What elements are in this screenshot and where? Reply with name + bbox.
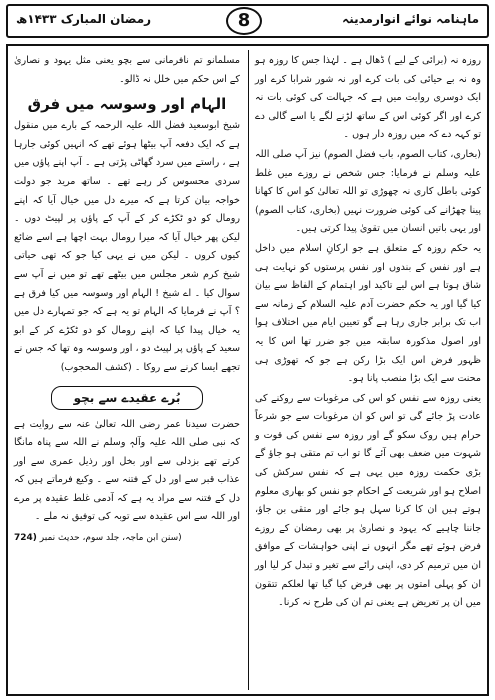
page bbox=[6, 4, 489, 696]
content-frame bbox=[6, 44, 489, 696]
reference bbox=[14, 529, 240, 548]
reference-text: (سنن ابن ماجہ، جلد سوم، حدیث نمبر bbox=[39, 533, 182, 544]
paragraph: مسلمانو تم نافرمانی سے بچو یعنی مثل یہود و نصاریٰ کے اس حکم میں خلل نہ ڈالو۔ bbox=[14, 55, 240, 85]
header-issue-date: رمضان المبارک ۱۴۳۳ھ bbox=[16, 12, 152, 26]
left-column bbox=[14, 52, 240, 548]
header-magazine-title: ماہنامہ نوائے انوارمدینہ bbox=[342, 12, 479, 26]
paragraph: یعنی روزہ سے نفس کو اس کی مرغوبات سے روکنے کی عادت پڑ جائے گی تو اس کو ان مرغوبات سے جو شرعاً حرام ہیں روک سکو گے اور روزہ سے نفس کی قوت و شہوت میں ضعف بھی آئے گا تو اب تم متقی ہو جاؤ گے بڑی حکمت روزہ میں یہی ہے کہ نفس سرکش کی اصلاح ہو اور شریعت کے احکام جو نفس کو بھاری معلوم ہوتے ہیں ان کا کرنا سہل ہو جائے اور متقی بن جاؤ، جاننا چاہیے کہ یہود و نصاریٰ پر بھی رمضان کے روزے فرض ہوئے تھے مگر انہوں نے اپنی خواہشات کے موافق ان میں ترمیم کر دی، اپنی رائے سے تغیر و تبدل کر لیا اور ان کو پہلی امتوں پر بھی فرض کیا گیا تھا لعلکم تتقون میں ان پر تعریض ہے یعنی تم ان کی طرح نہ کرنا۔ bbox=[255, 392, 481, 609]
right-column bbox=[255, 52, 481, 614]
page-number: 8 bbox=[226, 7, 262, 35]
paragraph: شیخ ابوسعید فضل اللہ علیہ الرحمہ کے بارے میں منقول ہے کہ ایک دفعہ آپ بیٹھا ہوئے تھے کہ انہیں کوئی جارہا ہے ، راستے میں سرد گھاٹی پڑتی ہے ۔ آپ اپنے پاؤں میں سردی محسوس کر رہے تھے ۔ ساتھ مرید جو دولت خواجہ بیان کرتا ہے کہ میرے دل میں خیال آیا کہ اپنے رومال کو دو ٹکڑے کر کے آپ کے پاؤں پر لپیٹ دوں ۔ لیکن پھر خیال آیا کہ میرا رومال بہت اچھا ہے اسے ضائع کیوں کروں ۔ لیکن میں نے یہی کیا جو کہ تھی حیاتی شیخ کرم شعر مجلس میں بیٹھے تھے تو میں نے آپ سے سوال کیا ۔ اے شیخ ! الہام اور وسوسہ میں کیا فرق ہے ؟ آپ نے فرمایا کہ الہام تو یہ ہے کہ جو تمہارے دل میں یہ خیال پیدا کیا کہ اپنے رومال کو دو ٹکڑے کر کے ابو سعید کے پاؤں پر لپیٹ دو ، اور وسوسہ وہ تھا کہ جس نے تجھے ایسا کرنے سے روکا ۔ (کشف المحجوب) bbox=[14, 120, 240, 373]
paragraph: یہ حکم روزہ کے متعلق ہے جو ارکانِ اسلام میں داخل ہے اور نفس کے بندوں اور نفس پرستوں کو نہایت ہی شاق ہوتا ہے اس لیے تاکید اور اہتمام کے الفاظ سے بیان کیا گیا اور یہ حکم حضرت آدم علیہ السلام کے زمانہ سے اب تک برابر جاری رہا ہے گو تعیین ایام میں اختلاف ہوا اور اصول مذکورہ سابقہ میں جو ضرر تھا اس کا یہ ظہور فرض اس ایک بڑا رکن ہے جو کہ تھوڑی ہی محنت سے ایک بڑا منصب پانا ہو۔ bbox=[255, 242, 481, 385]
reference-number: 724) bbox=[14, 533, 37, 544]
boxed-heading: بُرے عقیدے سے بچو bbox=[51, 386, 203, 410]
section-title: الہام اور وسوسہ میں فرق bbox=[27, 95, 227, 114]
paragraph: حضرت سیدنا عمر رضی اللہ تعالیٰ عنہ سے روایت ہے کہ نبی صلی اللہ علیہ وآلہٖ وسلم نے اللہ سے پناہ مانگا کرتے تھے بزدلی سے اور بخل اور رذیل عمری سے اور عذاب قبر سے اور دل کے فتنہ سے ۔ وکیع فرماتے ہیں کہ دل کے فتنہ سے مراد یہ ہے کہ آدمی غلط عقیدہ پر مرے اور اللہ سے اس عقیدہ سے توبہ کی توفیق نہ ملے ۔ bbox=[14, 418, 240, 523]
column-divider bbox=[248, 50, 249, 690]
paragraph: روزہ نہ (برائی کے لیے ) ڈھال ہے ۔ لہٰذا جس کا روزہ ہو وہ نہ بے حیائی کی بات کرے اور نہ شور شرابا کرے اور ایک دوسری روایت میں ہے کہ جہالت کی کوئی بات نہ کرے اور اگر کوئی اس کے ساتھ لڑنے لگے یا اسے گالی دے تو کہہ دے کہ میں روزہ دار ہوں ۔ bbox=[255, 55, 481, 141]
page-header bbox=[6, 4, 489, 38]
paragraph: (بخاری، کتاب الصوم، باب فضل الصوم) نیز آپ صلی اللہ علیہ وسلم نے فرمایا: جس شخص نے روزے میں غلط کوئی باطل کاری نہ چھوڑی تو اللہ تعالیٰ کو اس کا کھانا پینا چھڑانے کی کوئی ضرورت نہیں (بخاری، کتاب الصوم) اور یہی باتیں انسان میں تقویٰ پیدا کرتی ہیں۔ bbox=[255, 148, 481, 235]
